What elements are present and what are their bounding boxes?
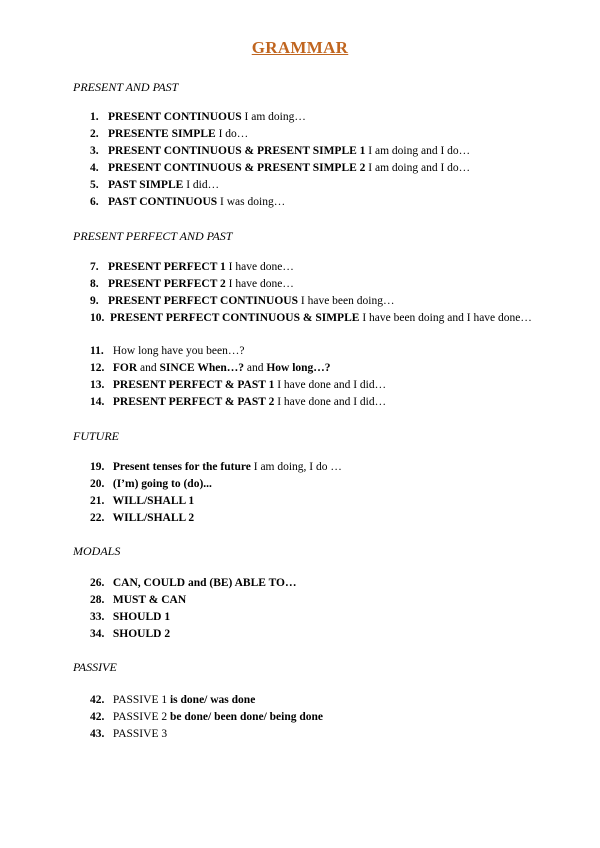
item-title: PAST CONTINUOUS <box>108 196 218 208</box>
list-item <box>90 160 550 177</box>
item-number: 1. <box>90 111 99 123</box>
item-title-since: SINCE When…? <box>159 362 244 374</box>
item-title: PRESENTE SIMPLE <box>108 128 216 140</box>
item-example: I am doing… <box>241 111 306 123</box>
list-item <box>90 476 550 493</box>
item-number: 42. <box>90 694 105 706</box>
item-number: 19. <box>90 461 105 473</box>
item-title: PRESENT CONTINUOUS & PRESENT SIMPLE 1 <box>108 145 366 157</box>
item-example: I have done… <box>225 261 294 273</box>
item-number: 10. <box>90 312 105 324</box>
item-number: 22. <box>90 512 105 524</box>
item-title: PRESENT PERFECT & PAST 2 <box>110 396 275 408</box>
item-example: I have been doing and I have done… <box>359 312 532 324</box>
item-title: is done/ was done <box>169 694 256 706</box>
list-item <box>90 459 550 476</box>
item-number: 11. <box>90 345 104 357</box>
item-title: CAN, COULD and (BE) ABLE TO… <box>110 577 297 589</box>
page-title: GRAMMAR <box>251 38 349 57</box>
list-item <box>90 194 550 211</box>
item-number: 33. <box>90 611 105 623</box>
list-item <box>90 343 550 360</box>
item-example: I do… <box>215 128 249 140</box>
item-number: 2. <box>90 128 99 140</box>
item-connector: and <box>243 362 267 374</box>
item-number: 14. <box>90 396 105 408</box>
list-item <box>90 310 535 327</box>
item-label: PASSIVE 3 <box>110 728 168 740</box>
item-number: 8. <box>90 278 99 290</box>
list-item <box>90 726 550 743</box>
list-item <box>90 709 550 726</box>
item-title: PRESENT PERFECT 1 <box>108 261 226 273</box>
item-title: (I’m) going to (do)... <box>110 478 212 490</box>
item-example: How long have you been…? <box>110 345 245 357</box>
item-number: 12. <box>90 362 105 374</box>
item-number: 3. <box>90 145 99 157</box>
item-number: 6. <box>90 196 99 208</box>
list-item <box>90 609 550 626</box>
item-title: SHOULD 1 <box>110 611 171 623</box>
item-title: PRESENT PERFECT CONTINUOUS <box>108 295 299 307</box>
item-number: 43. <box>90 728 105 740</box>
list-item <box>90 394 550 411</box>
section-heading-future: FUTURE <box>73 429 119 443</box>
item-number: 4. <box>90 162 99 174</box>
item-number: 7. <box>90 261 99 273</box>
item-title-how-long: How long…? <box>266 362 331 374</box>
item-title: WILL/SHALL 2 <box>110 512 195 524</box>
item-example: I am doing and I do… <box>365 145 471 157</box>
section-heading-passive: PASSIVE <box>73 660 117 674</box>
item-title: WILL/SHALL 1 <box>110 495 195 507</box>
list-item <box>90 126 550 143</box>
list-item <box>90 143 550 160</box>
item-title: MUST & CAN <box>110 594 187 606</box>
item-number: 9. <box>90 295 99 307</box>
list-item <box>90 575 550 592</box>
item-title: PRESENT PERFECT CONTINUOUS & SIMPLE <box>110 312 360 324</box>
list-item <box>90 293 550 310</box>
item-example: I did… <box>183 179 220 191</box>
section-heading-modals: MODALS <box>73 544 121 558</box>
section-heading-present-perfect-past: PRESENT PERFECT AND PAST <box>73 229 233 243</box>
item-number: 42. <box>90 711 105 723</box>
list-item <box>90 377 550 394</box>
item-title: PRESENT CONTINUOUS & PRESENT SIMPLE 2 <box>108 162 366 174</box>
item-title: be done/ been done/ being done <box>169 711 324 723</box>
item-example: I was doing… <box>217 196 286 208</box>
item-title-for: FOR <box>110 362 138 374</box>
item-example: I have done and I did… <box>274 396 387 408</box>
item-label: PASSIVE 1 <box>110 694 170 706</box>
item-example: I am doing and I do… <box>365 162 471 174</box>
item-example: I have done… <box>225 278 294 290</box>
item-title: Present tenses for the future <box>110 461 251 473</box>
list-item <box>90 177 550 194</box>
list-item <box>90 692 550 709</box>
item-example: I am doing, I do … <box>250 461 342 473</box>
list-item <box>90 360 550 377</box>
item-example: I have been doing… <box>298 295 395 307</box>
item-connector: and <box>137 362 160 374</box>
item-title: PRESENT PERFECT 2 <box>108 278 226 290</box>
item-number: 21. <box>90 495 105 507</box>
item-label: PASSIVE 2 <box>110 711 170 723</box>
list-item <box>90 510 550 527</box>
list-item <box>90 109 550 126</box>
item-number: 28. <box>90 594 105 606</box>
item-title: PRESENT CONTINUOUS <box>108 111 242 123</box>
list-item <box>90 592 550 609</box>
item-number: 5. <box>90 179 99 191</box>
list-item <box>90 259 550 276</box>
item-title: PRESENT PERFECT & PAST 1 <box>110 379 275 391</box>
item-example: I have done and I did… <box>274 379 387 391</box>
list-item <box>90 276 550 293</box>
item-number: 26. <box>90 577 105 589</box>
list-item <box>90 493 550 510</box>
item-number: 13. <box>90 379 105 391</box>
item-number: 20. <box>90 478 105 490</box>
item-title: PAST SIMPLE <box>108 179 184 191</box>
item-title: SHOULD 2 <box>110 628 171 640</box>
list-item <box>90 626 550 643</box>
item-number: 34. <box>90 628 105 640</box>
section-heading-present-past: PRESENT AND PAST <box>73 80 179 94</box>
